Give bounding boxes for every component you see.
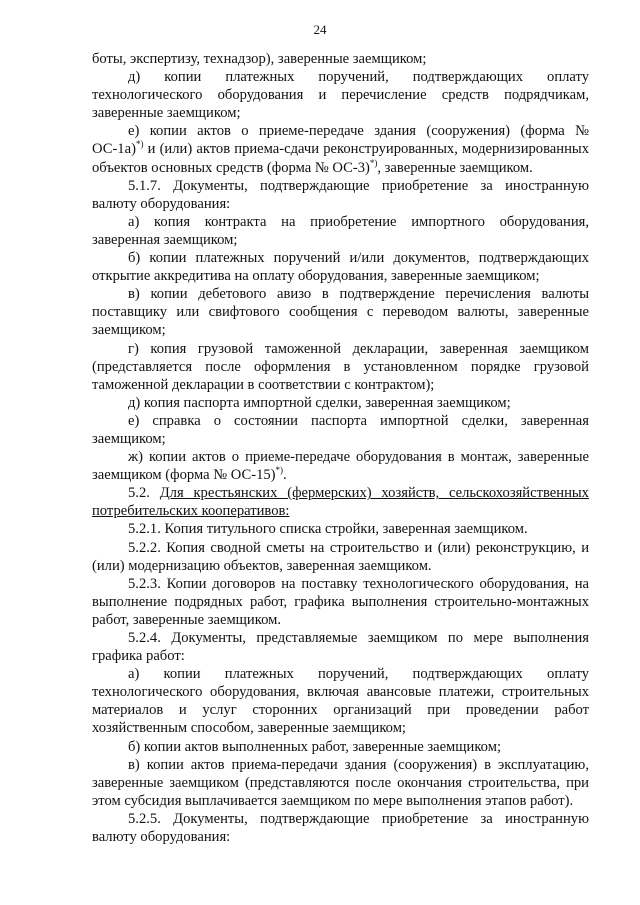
text-fragment: . xyxy=(283,467,287,484)
paragraph-item-v-commissioning-acts: в) копии актов приема-передачи здания (сооружения) в эксплуатацию, заверенные заемщиком (представляются после окончания строительства, при этом субсидия выплачивается заемщиком по мере выполнения этапов работ). xyxy=(92,756,589,809)
paragraph-item-a-contract: а) копия контракта на приобретение импортного оборудования, заверенная заемщиком; xyxy=(92,213,589,248)
paragraph-item-a-payment-orders: а) копии платежных поручений, подтверждающих оплату технологического оборудования, включая авансовые платежи, строительных материалов и услуг сторонних организаций при проведении работ хозяйственным способом, заверенные заемщиком; xyxy=(92,666,589,737)
text-fragment: е) копии актов о приеме-передаче здания (сооружения) (форма № ОС-1а) xyxy=(92,123,589,158)
paragraph-item-b-work-acts: б) копии актов выполненных работ, заверенные заемщиком; xyxy=(128,738,501,755)
footnote-marker: *) xyxy=(369,157,378,168)
paragraph-5-2-2: 5.2.2. Копия сводной сметы на строительство и (или) реконструкцию, и (или) модернизацию объектов, заверенная заемщиком. xyxy=(92,539,589,574)
footnote-marker: *) xyxy=(135,139,144,150)
paragraph-item-e-acceptance-acts xyxy=(92,122,589,176)
text-fragment: и (или) актов приема-сдачи реконструированных, модернизированных объектов основных средств (форма № ОС-3) xyxy=(92,141,589,176)
paragraph-item-d-import-passport: д) копия паспорта импортной сделки, заверенная заемщиком; xyxy=(128,394,511,411)
paragraph-item-zh-installation-acts xyxy=(92,448,589,484)
paragraph-5-2-1: 5.2.1. Копия титульного списка стройки, заверенная заемщиком. xyxy=(128,521,528,538)
paragraph-item-v-debit-advice: в) копии дебетового авизо в подтверждение перечисления валюты поставщику или свифтового сообщения с переводом валюты, заверенные заемщиком; xyxy=(92,286,589,339)
footnote-marker: *) xyxy=(275,465,284,476)
document-body xyxy=(92,50,589,846)
section-number: 5.2. xyxy=(128,485,160,502)
paragraph-item-g-customs-declaration: г) копия грузовой таможенной декларации, заверенная заемщиком (представляется после оформления в установленном порядке грузовой таможенной декларации в соответствии с контрактом); xyxy=(92,340,589,393)
text-fragment: , заверенные заемщиком. xyxy=(377,159,533,176)
paragraph-item-d-payment-orders: д) копии платежных поручений, подтверждающих оплату технологического оборудования и перечисление средств подрядчикам, заверенные заемщиком; xyxy=(92,69,589,122)
paragraph-item-b-payment-orders: б) копии платежных поручений и/или документов, подтверждающих открытие аккредитива на оплату оборудования, заверенные заемщиком; xyxy=(92,250,589,285)
paragraph-5-2-3: 5.2.3. Копии договоров на поставку технологического оборудования, на выполнение подрядных работ, графика выполнения строительно-монтажных работ, заверенные заемщиком. xyxy=(92,575,589,628)
paragraph-5-2 xyxy=(92,484,589,520)
paragraph-5-2-4: 5.2.4. Документы, представляемые заемщиком по мере выполнения графика работ: xyxy=(92,630,589,665)
page-number: 24 xyxy=(313,22,327,37)
paragraph-continuation: боты, экспертизу, технадзор), заверенные заемщиком; xyxy=(92,51,427,67)
section-heading-underlined: Для крестьянских (фермерских) хозяйств, сельскохозяйственных потребительских кооперативов: xyxy=(92,485,589,520)
paragraph-5-2-5: 5.2.5. Документы, подтверждающие приобретение за иностранную валюту оборудования: xyxy=(92,810,589,846)
text-fragment: ж) копии актов о приеме-передаче оборудования в монтаж, заверенные заемщиком (форма № ОС-15) xyxy=(92,449,589,484)
paragraph-item-e-passport-status: е) справка о состоянии паспорта импортной сделки, заверенная заемщиком; xyxy=(92,412,589,447)
paragraph-5-1-7: 5.1.7. Документы, подтверждающие приобретение за иностранную валюту оборудования: xyxy=(92,177,589,212)
